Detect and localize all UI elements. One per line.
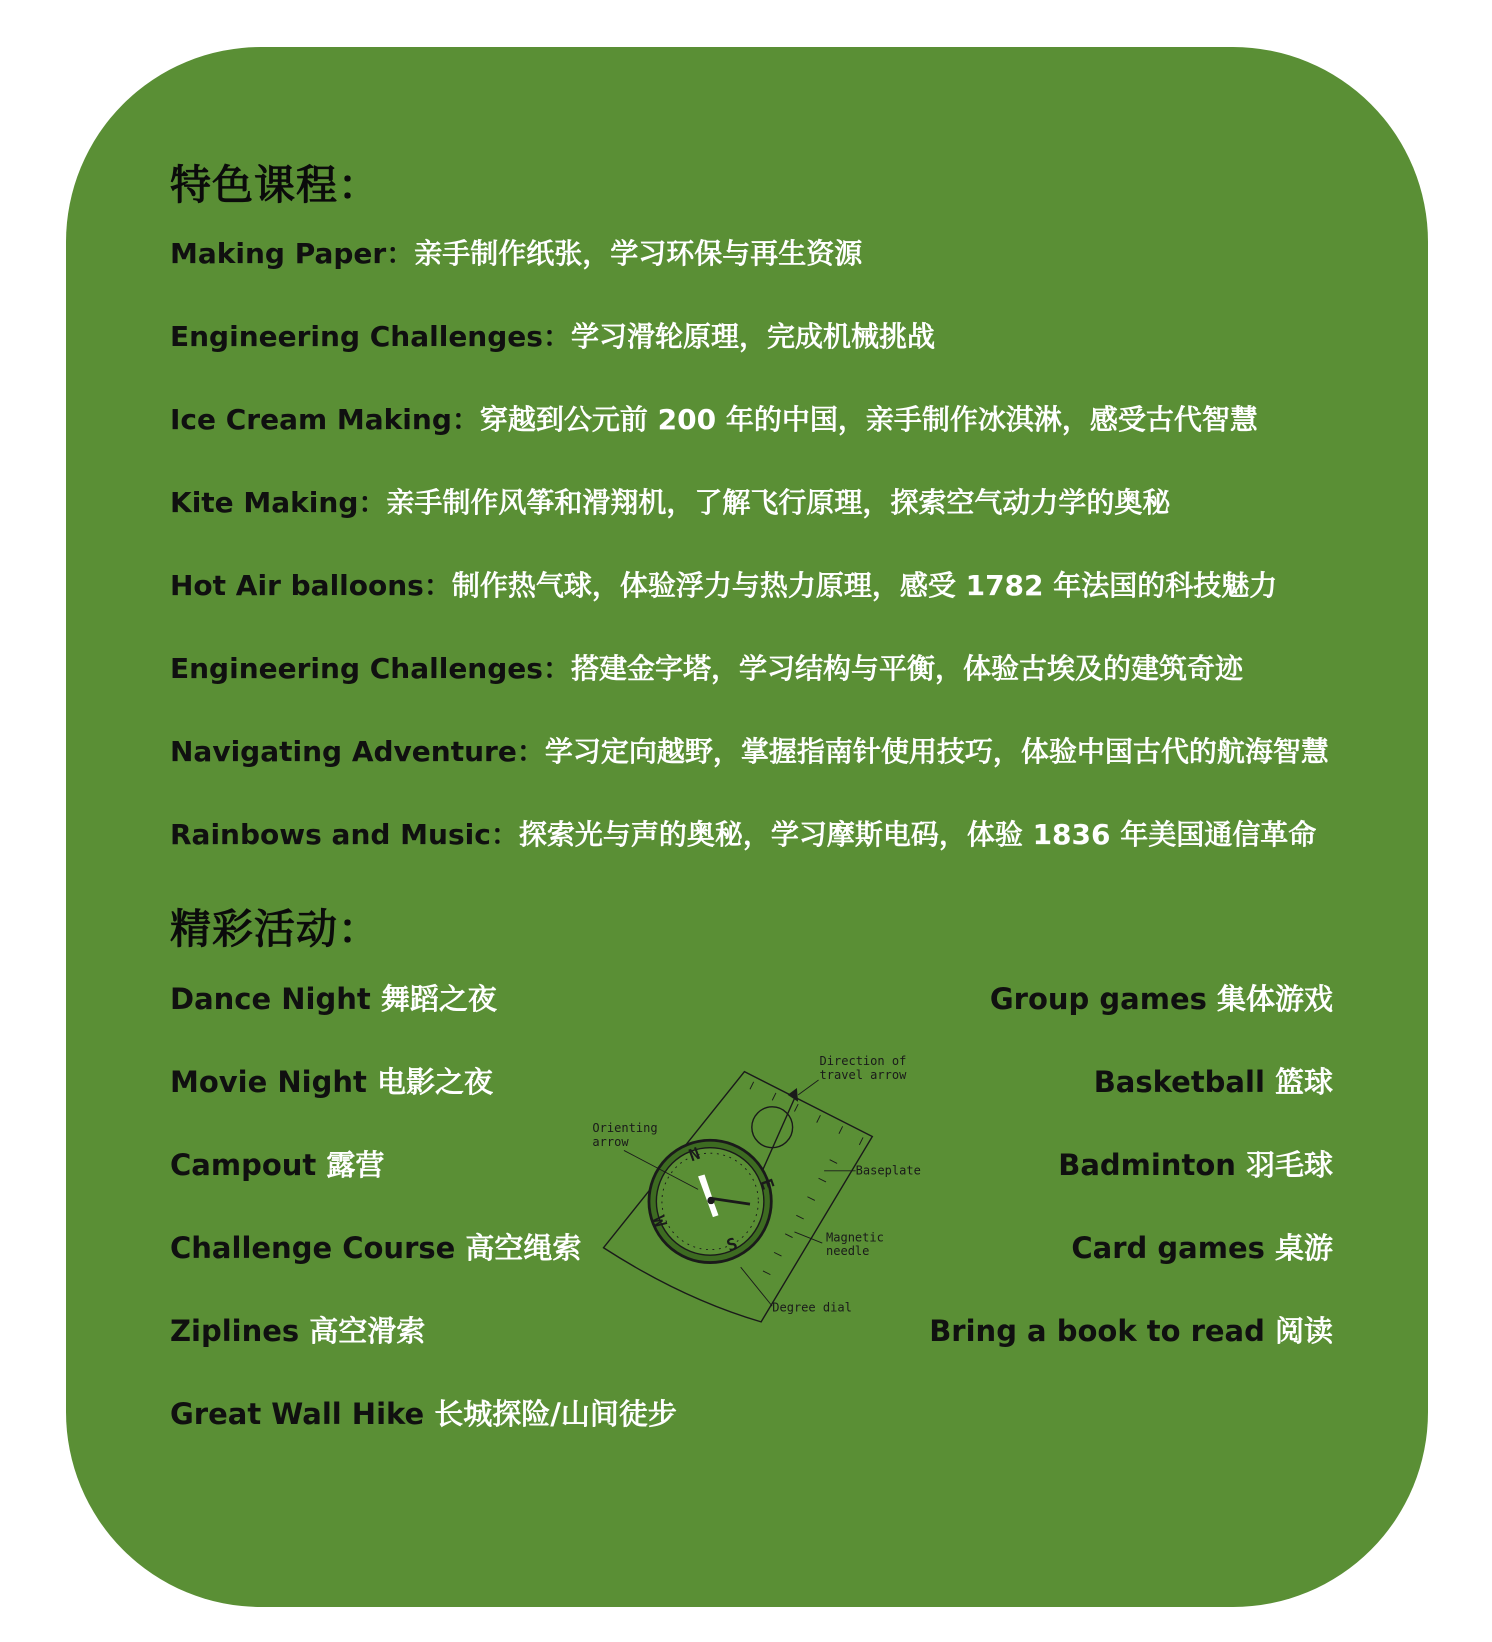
- activity-name-zh: 高空滑索: [309, 1314, 426, 1348]
- label-orienting-line1: Orienting: [592, 1120, 658, 1135]
- activity-name-zh: 长城探险/山间徒步: [434, 1397, 677, 1431]
- activity-item: [170, 1397, 677, 1431]
- activity-name-zh: 羽毛球: [1245, 1148, 1333, 1182]
- activity-item: [170, 1231, 581, 1265]
- compass-illustration: [585, 1030, 965, 1345]
- course-name: Ice Cream Making：: [170, 403, 480, 436]
- course-name: Kite Making：: [170, 486, 387, 519]
- activity-name: Card games: [1071, 1231, 1275, 1265]
- course-item: [170, 652, 1243, 686]
- label-orienting-line2: arrow: [592, 1134, 629, 1149]
- activity-name: Badminton: [1058, 1148, 1246, 1182]
- course-name: Rainbows and Music：: [170, 818, 519, 851]
- activity-name: Bring a book to read: [929, 1314, 1275, 1348]
- course-description: 学习定向越野，掌握指南针使用技巧，体验中国古代的航海智慧: [544, 735, 1329, 768]
- course-item: [170, 237, 862, 271]
- course-name: Making Paper：: [170, 237, 415, 270]
- course-description: 搭建金字塔，学习结构与平衡，体验古埃及的建筑奇迹: [570, 652, 1243, 685]
- course-description: 亲手制作风筝和滑翔机，了解飞行原理，探索空气动力学的奥秘: [386, 486, 1171, 519]
- activity-name: Campout: [170, 1148, 327, 1182]
- activity-name: Ziplines: [170, 1314, 310, 1348]
- magnifier: [752, 1107, 793, 1148]
- course-description: 穿越到公元前 200 年的中国，亲手制作冰淇淋，感受古代智慧: [479, 403, 1258, 436]
- activity-name: Basketball: [1093, 1065, 1275, 1099]
- dir-s: S: [724, 1234, 741, 1256]
- course-item: [170, 569, 1277, 603]
- course-description: 制作热气球，体验浮力与热力原理，感受 1782 年法国的科技魅力: [451, 569, 1278, 602]
- label-needle-line1: Magnetic: [825, 1230, 884, 1245]
- activity-name-zh: 电影之夜: [376, 1065, 493, 1099]
- course-name: Engineering Challenges：: [170, 652, 571, 685]
- activity-name-zh: 舞蹈之夜: [380, 982, 497, 1016]
- label-needle-line2: needle: [825, 1244, 870, 1259]
- dir-n: N: [686, 1143, 703, 1166]
- course-description: 探索光与声的奥秘，学习摩斯电码，体验 1836 年美国通信革命: [518, 818, 1317, 851]
- course-item: [170, 486, 1170, 520]
- activity-item: [990, 982, 1333, 1016]
- activity-item: [170, 1065, 493, 1099]
- course-name: Navigating Adventure：: [170, 735, 545, 768]
- label-baseplate: Baseplate: [855, 1163, 921, 1178]
- course-item: [170, 403, 1258, 437]
- courses-heading: 特色课程：: [170, 161, 380, 209]
- activity-item: [1058, 1148, 1333, 1182]
- course-item: [170, 818, 1316, 852]
- course-description: 亲手制作纸张，学习环保与再生资源: [414, 237, 863, 270]
- activity-name-zh: 高空绳索: [465, 1231, 582, 1265]
- label-direction-line1: Direction of: [819, 1054, 907, 1069]
- label-dial: Degree dial: [772, 1300, 852, 1315]
- activity-name: Dance Night: [170, 982, 381, 1016]
- activity-name: Group games: [989, 982, 1217, 1016]
- activity-name-zh: 阅读: [1274, 1314, 1333, 1348]
- activity-name: Great Wall Hike: [170, 1397, 435, 1431]
- activity-item: [170, 1314, 425, 1348]
- course-name: Hot Air balloons：: [170, 569, 452, 602]
- activity-name-zh: 桌游: [1274, 1231, 1333, 1265]
- activity-item: [1094, 1065, 1333, 1099]
- activity-name: Challenge Course: [170, 1231, 466, 1265]
- activities-heading: 精彩活动：: [170, 905, 380, 953]
- activity-name-zh: 露营: [326, 1148, 385, 1182]
- course-item: [170, 735, 1329, 769]
- activity-name-zh: 篮球: [1274, 1065, 1333, 1099]
- activity-name-zh: 集体游戏: [1216, 982, 1333, 1016]
- dir-w: W: [648, 1213, 671, 1230]
- dir-e: E: [756, 1176, 778, 1193]
- course-name: Engineering Challenges：: [170, 320, 571, 353]
- activity-item: [170, 982, 497, 1016]
- activity-item: [929, 1314, 1333, 1348]
- activity-item: [170, 1148, 384, 1182]
- course-item: [170, 320, 935, 354]
- label-direction-line2: travel arrow: [819, 1068, 907, 1083]
- course-description: 学习滑轮原理，完成机械挑战: [570, 320, 935, 353]
- activity-name: Movie Night: [170, 1065, 377, 1099]
- activity-item: [1071, 1231, 1333, 1265]
